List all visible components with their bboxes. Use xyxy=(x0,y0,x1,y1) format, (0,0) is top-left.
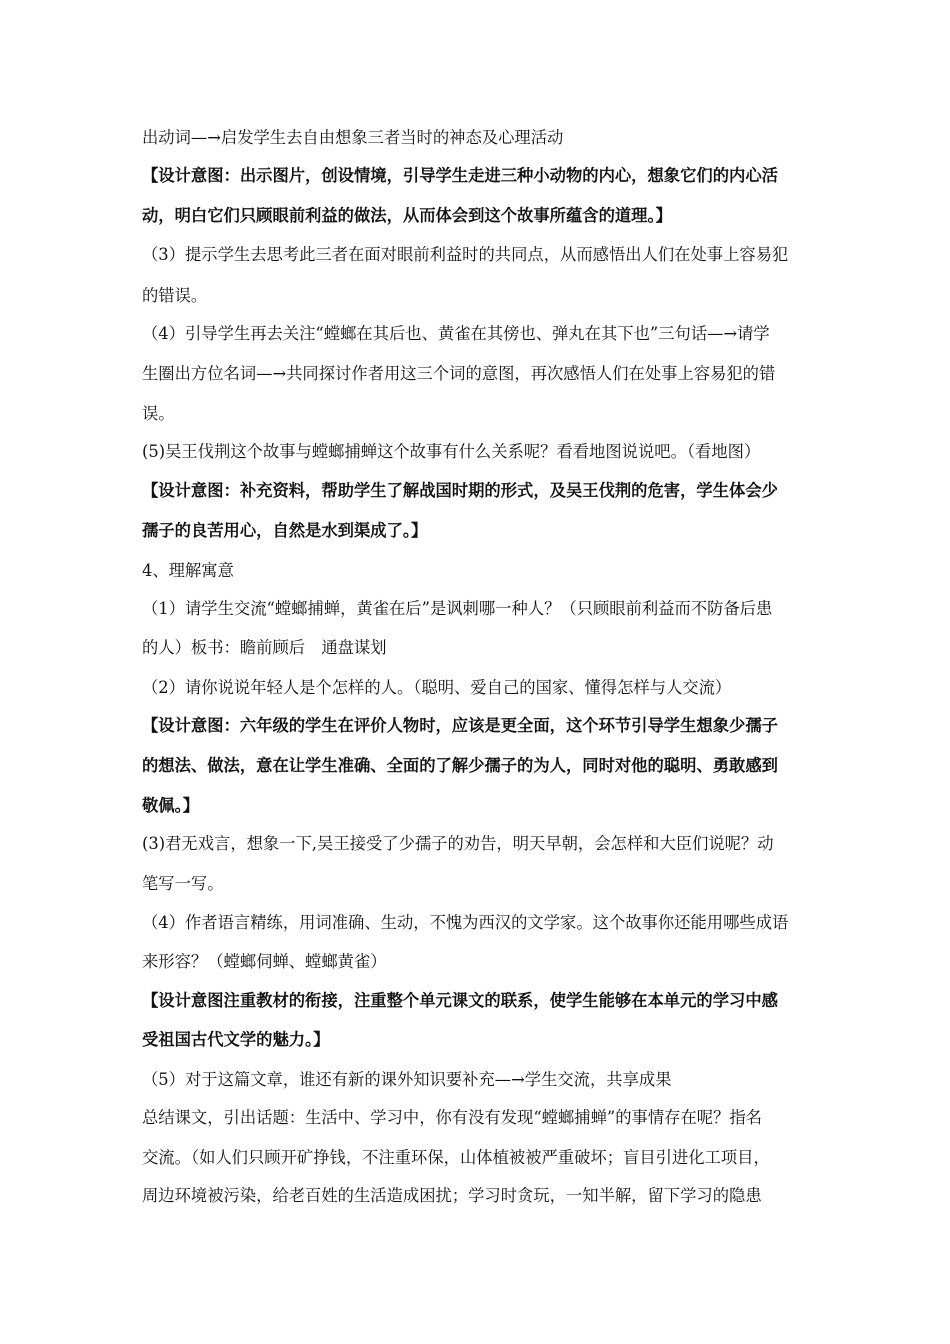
design-intent-line: 孺子的良苦用心，自然是水到渠成了。】 xyxy=(142,521,428,540)
text-line: 生圈出方位名词—→共同探讨作者用这三个词的意图，再次感悟人们在处事上容易犯的错 xyxy=(142,364,776,383)
text-line: （2）请你说说年轻人是个怎样的人。（聪明、爱自己的国家、懂得怎样与人交流） xyxy=(142,678,732,697)
text-line: 交流。（如人们只顾开矿挣钱，不注重环保，山体植被被严重破坏；盲目引进化工项目， xyxy=(142,1148,770,1167)
text-line: （4）引导学生再去关注“螳螂在其后也、黄雀在其傍也、弹丸在其下也”三句话—→请学 xyxy=(142,324,770,343)
design-intent-line: 的想法、做法，意在让学生准确、全面的了解少孺子的为人，同时对他的聪明、勇敢感到 xyxy=(142,756,778,775)
text-line: (5)吴王伐荆这个故事与螳螂捕蝉这个故事有什么关系呢？看看地图说说吧。（看地图） xyxy=(142,442,761,461)
design-intent-line: 【设计意图：补充资料，帮助学生了解战国时期的形式，及吴王伐荆的危害，学生体会少 xyxy=(142,481,778,500)
design-intent-line: 受祖国古代文学的魅力。】 xyxy=(142,1030,330,1049)
design-intent-line: 敬佩。】 xyxy=(142,796,200,815)
design-intent-line: 【设计意图注重教材的衔接，注重整个单元课文的联系，使学生能够在本单元的学习中感 xyxy=(142,991,778,1010)
design-intent-line: 动，明白它们只顾眼前利益的做法，从而体会到这个故事所蕴含的道理。】 xyxy=(142,206,672,225)
section-heading: 4、理解寓意 xyxy=(142,561,234,580)
text-line: 周边环境被污染，给老百姓的生活造成困扰；学习时贪玩，一知半解，留下学习的隐患 xyxy=(142,1186,762,1205)
text-line: 的人）板书：瞻前顾后 通盘谋划 xyxy=(142,638,387,657)
text-line: 误。 xyxy=(142,404,175,423)
text-line: （5）对于这篇文章，谁还有新的课外知识要补充—→学生交流，共享成果 xyxy=(142,1070,672,1089)
text-line: 出动词—→启发学生去自由想象三者当时的神态及心理活动 xyxy=(142,128,564,147)
text-line: 的错误。 xyxy=(142,286,208,305)
text-line: 来形容？（螳螂伺蝉、螳螂黄雀） xyxy=(142,952,387,971)
design-intent-line: 【设计意图：六年级的学生在评价人物时，应该是更全面，这个环节引导学生想象少孺子 xyxy=(142,716,778,735)
text-line: 笔写一写。 xyxy=(142,874,224,893)
text-line: （4）作者语言精练，用词准确、生动，不愧为西汉的文学家。这个故事你还能用哪些成语 xyxy=(142,913,789,932)
text-line: (3)君无戏言，想象一下,吴王接受了少孺子的劝告，明天早朝，会怎样和大臣们说呢？动 xyxy=(142,834,774,853)
text-line: （1）请学生交流“螳螂捕蝉，黄雀在后”是讽刺哪一种人？（只顾眼前利益而不防备后患 xyxy=(142,599,773,618)
text-line: 总结课文，引出话题：生活中、学习中，你有没有发现“螳螂捕蝉”的事情存在呢？指名 xyxy=(142,1108,762,1127)
text-line: （3）提示学生去思考此三者在面对眼前利益时的共同点，从而感悟出人们在处事上容易犯 xyxy=(142,245,789,264)
design-intent-line: 【设计意图：出示图片，创设情境，引导学生走进三种小动物的内心，想象它们的内心活 xyxy=(142,166,778,185)
